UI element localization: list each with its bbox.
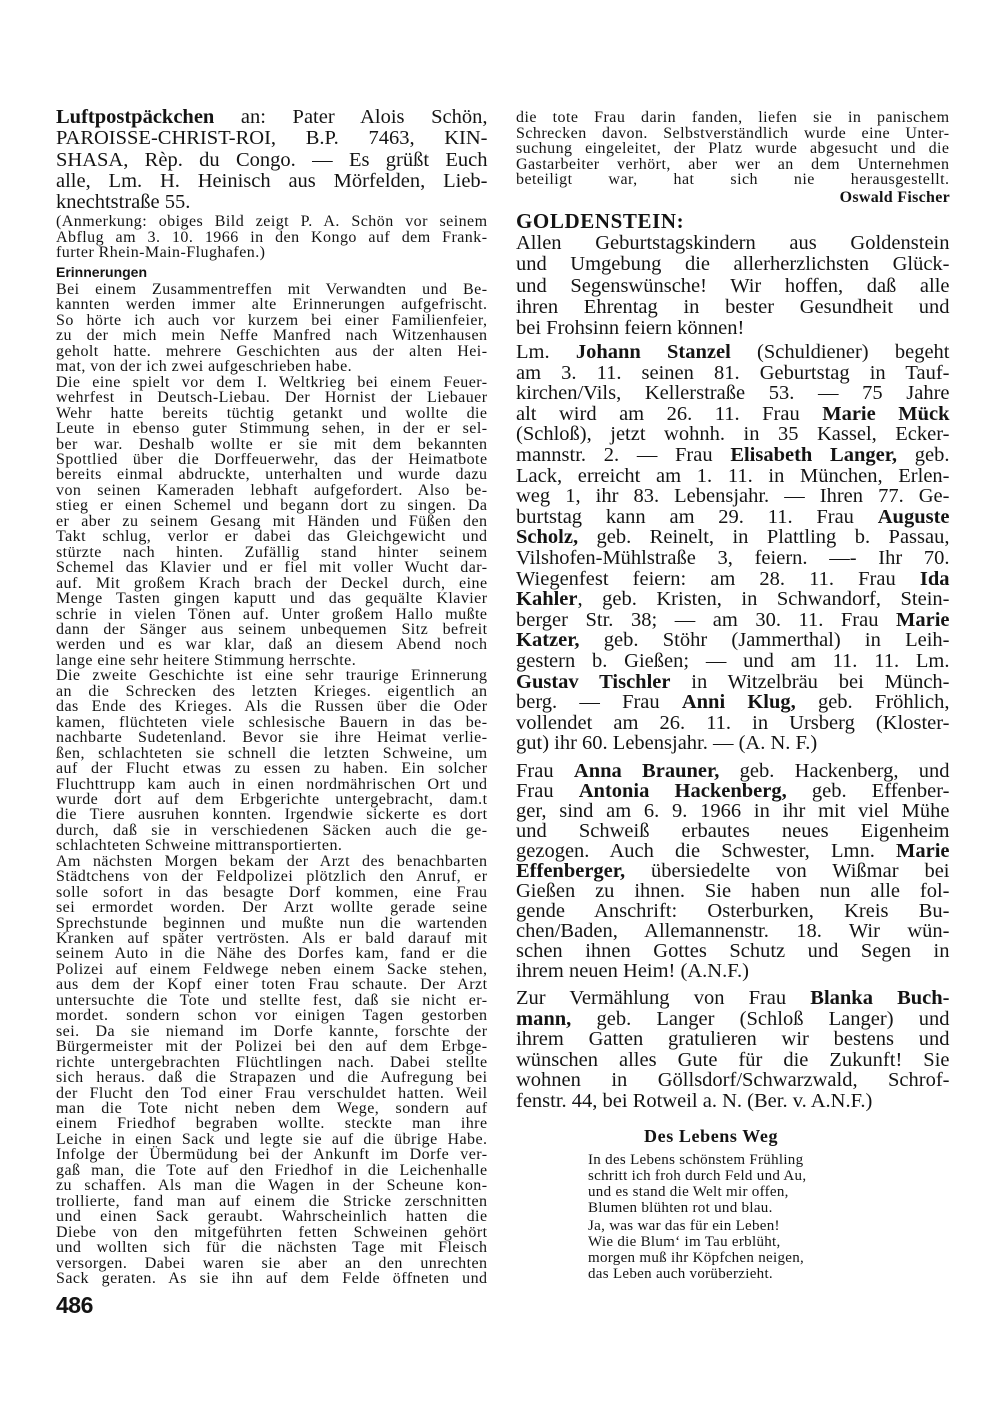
text-line — [516, 988, 950, 1009]
text-segment: chen/Baden, Allemannenstr. 18. Wir wün- — [516, 920, 950, 942]
text-line — [56, 946, 488, 961]
text-segment: (Anmerkung: obiges Bild zeigt P. A. Schön vor seinem — [56, 213, 488, 230]
text-line — [516, 733, 950, 754]
text-segment: geb. Hackenberg, und — [719, 760, 950, 782]
text-line — [56, 637, 488, 652]
text-segment: kannten werden immer alte Erinnerungen aufgefrischt. — [56, 296, 488, 314]
text-segment: burtstag kann am 29. 11. Frau — [516, 505, 878, 528]
text-line — [516, 297, 950, 318]
text-segment: aus dem der Kopf einer toten Frau schaute. Der Arzt — [56, 976, 488, 994]
text-segment: gestern b. Gießen; — und am 11. 11. Lm. — [516, 649, 950, 672]
bold-name: mann, — [516, 1007, 572, 1030]
text-line — [56, 452, 488, 467]
text-segment: suchung eingeleitet, der Platz wurde abgesucht und die — [516, 140, 950, 158]
text-line — [516, 1029, 950, 1050]
text-line — [56, 467, 488, 482]
text-segment: wünschen alles Gute für die Zukunft! Sie — [516, 1048, 950, 1071]
text-line — [56, 1070, 488, 1085]
bold-name: Anni Klug, — [681, 691, 796, 714]
text-segment: So hörte ich auch vor kurzem bei einer Familienfeier, — [56, 311, 488, 329]
text-line — [516, 761, 950, 781]
bold-name: Antonia Hackenberg, — [578, 780, 787, 802]
text-line — [516, 1070, 950, 1091]
text-segment: Infolge der Übermüdung bei der Ankunft im Dorfe ver- — [56, 1146, 488, 1164]
text-segment: berg. — Frau — [516, 691, 682, 714]
text-segment: mordet. sondern schon vor einigen Tagen gestorben — [56, 1007, 488, 1025]
text-line — [56, 1271, 488, 1286]
text-segment: vollendet am 26. 11. in Ursberg (Kloster- — [516, 711, 950, 734]
wedding-announcement — [516, 988, 950, 1112]
text-segment: sei. Da sie niemand im Dorfe kannte, forschte der — [56, 1022, 488, 1040]
text-segment: und Segenswünsche! Wir hoffen, daß alle — [516, 274, 950, 297]
text-line — [56, 529, 488, 544]
text-line — [56, 1256, 488, 1271]
bold-name: Gustav Tischler — [516, 670, 671, 693]
paragraph — [56, 854, 488, 1287]
text-segment: an: Pater Alois Schön, — [214, 106, 488, 128]
text-segment: geb. Stöhr (Jammerthal) in Leih- — [579, 629, 950, 652]
text-segment: er aber zu seinem Gesang mit Händen und Füßen den — [56, 512, 488, 530]
airmail-notice — [56, 107, 488, 213]
author-signature: Oswald Fischer — [839, 189, 950, 206]
text-segment: lange eine sehr heitere Stimmung herrschte. — [56, 651, 357, 669]
text-line — [56, 1024, 488, 1039]
text-segment: die Tiere ausruhen konnten. Irgendwie sickerte es dort — [56, 806, 488, 824]
text-segment: weg 1, ihr 83. Lebensjahr. — Ihren 77. Ge- — [516, 485, 950, 508]
text-line — [56, 1116, 488, 1131]
text-line — [56, 607, 488, 622]
text-line — [56, 282, 488, 297]
birthday-greeting — [516, 233, 950, 339]
bold-name: Marie Mück — [822, 402, 950, 425]
text-line — [56, 1163, 488, 1178]
text-segment: knechtstraße 55. — [56, 191, 191, 214]
text-segment: ihren Ehrentag in bester Gesundheit und — [516, 295, 950, 318]
text-segment: Leute in ebenso guter Stimmung sehen, in der er sel- — [56, 420, 488, 438]
text-line — [516, 318, 950, 339]
bold-name: Elisabeth Langer, — [730, 443, 898, 466]
bold-name: Effenberger, — [516, 860, 626, 882]
text-line — [56, 962, 488, 977]
text-segment: Am nächsten Morgen bekam der Arzt des benachbarten — [56, 852, 488, 870]
bold-name: Scholz, — [516, 526, 579, 549]
paragraph — [56, 282, 488, 375]
text-segment: trollierte, fand man auf einem die Stricke zerschnitten — [56, 1192, 488, 1210]
text-segment: auf der Flucht etwas zu essen zu haben. Ein solcher — [56, 760, 488, 778]
text-segment: Lm. — [516, 341, 576, 363]
text-segment: (Schuldiener) begeht — [730, 341, 950, 363]
text-line — [516, 821, 950, 841]
text-line — [56, 1008, 488, 1023]
text-line — [516, 445, 950, 466]
text-segment: mat, von der ich zwei aufgeschrieben habe. — [56, 358, 353, 376]
text-segment: schlachteten Schweine mittransportierten. — [56, 837, 343, 855]
text-line — [56, 344, 488, 359]
text-segment: (Schloß), jetzt wohnh. in 35 Kassel, Ecker- — [516, 423, 950, 446]
text-segment: alt wird am 26. 11. Frau — [516, 402, 823, 425]
article-body-erinnerungen — [56, 282, 488, 1286]
text-line — [516, 172, 950, 188]
bold-name: Johann Stanzel — [575, 341, 731, 363]
text-line — [516, 342, 950, 363]
text-line — [516, 861, 950, 881]
text-line — [56, 838, 488, 853]
text-line — [56, 977, 488, 992]
text-segment: Diebe von den mitgeführten fetten Schweinen gehört — [56, 1223, 488, 1241]
text-line — [56, 823, 488, 838]
text-line — [56, 328, 488, 343]
text-line — [56, 171, 488, 192]
text-segment: Vilshofen-Mühlstraße 3, feiern. —- Ihr 70. — [516, 546, 950, 569]
text-line — [56, 1086, 488, 1101]
text-line — [56, 684, 488, 699]
text-line — [56, 375, 488, 390]
text-segment: SHASA, Rèp. du Congo. — Es grüßt Euch — [56, 148, 488, 171]
text-line — [516, 110, 950, 126]
text-segment: übersiedelte von Wißmar bei — [625, 860, 950, 882]
text-segment: Menge Tasten gingen kaputt und das gequälte Klavier — [56, 590, 488, 608]
poem-line: schritt ich froh durch Feld und Au, — [588, 1168, 807, 1184]
poem-line: Wie die Blum‘ im Tau erblüht, — [588, 1234, 781, 1250]
text-segment: sei ermordet worden. Der Arzt wollte gerade seine — [56, 899, 488, 917]
paragraph — [56, 668, 488, 853]
text-line — [56, 931, 488, 946]
text-line — [56, 390, 488, 405]
text-line — [56, 150, 488, 171]
text-line — [56, 591, 488, 606]
text-line — [516, 901, 950, 921]
new-home-announcement — [516, 761, 950, 981]
text-segment: an die Schrecken des letzten Krieges. eigentlich an — [56, 682, 488, 700]
text-segment: wurde dort auf dem Erbgerichte untergebracht, dam.t — [56, 790, 488, 808]
text-segment: kirchen/Vils, Kellerstraße 53. — 75 Jahre — [516, 382, 950, 405]
text-segment: ihrem neuen Heim! (A.N.F.) — [516, 960, 749, 982]
text-line — [516, 1009, 950, 1030]
text-line — [56, 777, 488, 792]
text-line — [56, 297, 488, 312]
text-line — [516, 781, 950, 801]
text-segment: schen ihnen Gottes Schutz und Segen in — [516, 940, 950, 962]
text-segment: Frau — [516, 760, 574, 782]
text-segment: Sack geraten. As sie ihn auf dem Felde öffneten und — [56, 1270, 488, 1287]
bold-name: Marie — [896, 840, 950, 862]
text-line — [56, 1209, 488, 1224]
text-segment: sich heraus. daß die Strapazen und die Aufregung bei — [56, 1069, 488, 1087]
page-number: 486 — [56, 1292, 93, 1318]
text-line — [56, 214, 488, 230]
text-line — [56, 192, 488, 213]
paragraph — [56, 375, 488, 669]
text-line — [56, 730, 488, 745]
text-line — [56, 230, 488, 246]
text-segment: solle sofort in das besagte Dorf kommen, eine Frau — [56, 883, 488, 901]
bold-name: Ida — [919, 567, 950, 590]
text-line — [56, 1101, 488, 1116]
text-segment: stieg er einen Schemel und begann dort zu singen. Da — [56, 497, 488, 515]
poem-stanza-2 — [588, 1218, 804, 1282]
text-segment: Spottlied über die Dorffeuerwehr, das der Heimatbote — [56, 450, 488, 468]
text-segment: der Flucht den Tod einer Frau verschuldet hatten. Weil — [56, 1084, 488, 1102]
text-line — [56, 792, 488, 807]
text-line — [516, 801, 950, 821]
bold-name: Blanka Buch- — [810, 987, 950, 1009]
text-segment: PAROISSE-CHRIST-ROI, B.P. 7463, KIN- — [56, 127, 488, 150]
text-segment: dann der Sänger aus seinem unbequemen Sitz befreit — [56, 620, 488, 638]
text-line — [56, 560, 488, 575]
text-line — [56, 1178, 488, 1193]
text-line — [516, 713, 950, 734]
text-segment: einem Friedhof begraben wollte. steckte man ihre — [56, 1115, 488, 1133]
text-segment: werden und es war klar, daß an diesem Abend noch — [56, 636, 488, 654]
text-segment: beteiligt war, hat sich nie herausgestellt. — [516, 171, 950, 189]
text-segment: Bei einem Zusammentreffen mit Verwandten und Be- — [56, 281, 488, 298]
text-line — [516, 1091, 950, 1112]
text-line — [56, 1194, 488, 1209]
text-line — [56, 498, 488, 513]
text-segment: wehrfest in Deutsch-Liebau. Der Hornist der Liebauer — [56, 389, 488, 407]
text-line — [516, 363, 950, 384]
text-segment: Schrecken davon. Selbstverständlich wurde eine Unter- — [516, 124, 950, 142]
text-line — [56, 576, 488, 591]
bold-name: Anna Brauner, — [573, 760, 720, 782]
text-line — [56, 761, 488, 776]
text-segment: Leiche in einen Sack und legte sie auf die übrige Habe. — [56, 1130, 488, 1148]
text-segment: man die Tote nicht neben dem Wege, sondern auf — [56, 1100, 488, 1118]
text-segment: die tote Frau darin fanden, liefen sie in panischem — [516, 109, 950, 126]
bold-name: Kahler — [516, 588, 578, 611]
text-line — [516, 486, 950, 507]
text-line — [56, 437, 488, 452]
text-line — [56, 1039, 488, 1054]
text-line — [516, 1050, 950, 1071]
text-line — [516, 466, 950, 487]
text-line — [56, 900, 488, 915]
text-line — [516, 841, 950, 861]
text-segment: Bürgermeister mit der Polizei bei den auf dem Erbge- — [56, 1038, 488, 1056]
text-segment: am 3. 11. seinen 81. Geburtstag in Tauf- — [516, 361, 950, 384]
text-segment: und Umgebung die allerherzlichsten Glück- — [516, 253, 950, 276]
text-line — [56, 483, 488, 498]
text-segment: Schemel das Klavier und er fiel mit voller Wucht dar- — [56, 559, 488, 577]
text-segment: Wiegenfest feiern: am 28. 11. Frau — [516, 567, 920, 590]
text-segment: geb. Langer (Schloß Langer) und — [571, 1007, 950, 1030]
poem-line: Blumen blühten rot und blau. — [588, 1200, 773, 1216]
text-segment: zu der mich mein Neffe Manfred nach Witzenhausen — [56, 327, 488, 345]
text-segment: schrie in vielen Tönen auf. Unter großem Hallo mußte — [56, 605, 488, 623]
poem-line: das Leben auch vorüberzieht. — [588, 1266, 773, 1282]
bold-name: Luftpostpäckchen — [56, 106, 215, 128]
text-segment: ihrem Gatten gratulieren wir bestens und — [516, 1028, 950, 1051]
text-segment: Zur Vermählung von Frau — [516, 987, 811, 1009]
text-line — [516, 630, 950, 651]
text-segment: in Witzelbräu bei Münch- — [670, 670, 950, 693]
text-segment: und Schweiß erbautes neues Eigenheim — [516, 820, 950, 842]
poem-line: Ja, was war das für ein Leben! — [588, 1218, 780, 1234]
text-line — [56, 1240, 488, 1255]
text-segment: das Ende des Krieges. Als die Russen über die Oder — [56, 698, 488, 716]
text-segment: Wehr hatte bereits tüchtig getankt und wollte die — [56, 404, 488, 422]
text-line — [516, 157, 950, 173]
text-line — [56, 807, 488, 822]
text-segment: Sprechstunde beginnen und mußte nun die wartenden — [56, 914, 488, 932]
text-line — [56, 854, 488, 869]
text-segment: Gastarbeiter verhört, aber wer an dem Unternehmen — [516, 155, 950, 173]
text-segment: Die zweite Geschichte ist eine sehr traurige Erinnerung — [56, 667, 488, 685]
text-segment: richte untergebrachten Flüchtlingen nach. Dabei stellte — [56, 1053, 488, 1071]
text-segment: Kranken auf später vertrösten. Als er bald darauf mit — [56, 930, 488, 948]
text-segment: berger Str. 38; — am 30. 11. Frau — [516, 608, 896, 631]
bold-name: Marie — [896, 608, 950, 631]
text-line — [56, 622, 488, 637]
text-segment: zu schaffen. Als man die Wagen in der Scheune kon- — [56, 1177, 488, 1195]
text-segment: bei Frohsinn feiern können! — [516, 317, 745, 340]
text-segment: Gießen zu ihnen. Sie haben nun alle fol- — [516, 880, 950, 902]
poem-stanza-1 — [588, 1152, 806, 1216]
text-line — [56, 916, 488, 931]
text-segment: Takt schlug, verlor er dabei das Gleichgewicht und — [56, 528, 488, 546]
text-segment: furter Rhein-Main-Flughafen.) — [56, 244, 266, 261]
text-line — [56, 869, 488, 884]
text-segment: , geb. Kristen, in Schwandorf, Stein- — [577, 588, 950, 611]
text-line — [516, 941, 950, 961]
text-line — [516, 507, 950, 528]
text-segment: nachbarte Sudetenland. Bevor sie ihre Heimat verlie- — [56, 729, 488, 747]
bold-name: Katzer, — [516, 629, 580, 652]
text-segment: fenstr. 44, bei Rotweil a. N. (Ber. v. A.N.F.) — [516, 1089, 873, 1112]
text-line — [516, 921, 950, 941]
text-line — [56, 514, 488, 529]
poem-title: Des Lebens Weg — [644, 1126, 779, 1146]
poem-line: In des Lebens schönstem Frühling — [588, 1152, 804, 1168]
text-line — [516, 651, 950, 672]
text-segment: Fluchttrupp kam auch in einen nordmährischen Ort und — [56, 775, 488, 793]
article-continuation — [516, 110, 950, 188]
text-segment: geb. Reinelt, in Plattling b. Passau, — [578, 526, 950, 549]
text-segment: alle, Lm. H. Heinisch aus Mörfelden, Lieb- — [56, 169, 488, 192]
text-line — [56, 885, 488, 900]
text-line — [56, 746, 488, 761]
text-line — [56, 313, 488, 328]
text-line — [516, 610, 950, 631]
text-line — [516, 233, 950, 254]
text-line — [56, 715, 488, 730]
text-segment: untersuchte die Tote und stellte fest, daß sie nicht er- — [56, 991, 488, 1009]
birthday-announcements — [516, 342, 950, 754]
poem-line: morgen muß ihr Köpfchen neigen, — [588, 1250, 805, 1266]
text-segment: Polizei auf einem Feldwege neben einem Sacke stehen, — [56, 960, 488, 978]
text-line — [56, 128, 488, 149]
text-line — [516, 569, 950, 590]
text-line — [56, 1055, 488, 1070]
text-segment: auf. Mit großem Krach brach der Deckel durch, eine — [56, 574, 488, 592]
text-line — [56, 107, 488, 128]
text-segment: gende Anschrift: Osterburken, Kreis Bu- — [516, 900, 950, 922]
text-segment: kamen, flüchteten viele schlesische Bauern in das be- — [56, 713, 488, 731]
text-segment: geb. Effenber- — [786, 780, 950, 802]
text-line — [56, 545, 488, 560]
text-segment: bereits einmal abdruckte, unterhalten und wurde dazu — [56, 466, 488, 484]
text-line — [516, 141, 950, 157]
text-segment: und wollten sich für die nächsten Tage mit Fleisch — [56, 1239, 488, 1257]
text-segment: Frau — [516, 780, 579, 802]
text-line — [516, 672, 950, 693]
text-segment: ber war. Deshalb wollte er sie mit dem bekannten — [56, 435, 488, 453]
text-segment: Städtchens von der Feldpolizei plötzlich den Anruf, er — [56, 868, 488, 886]
text-line — [56, 993, 488, 1008]
text-segment: geb. Fröhlich, — [795, 691, 950, 714]
text-line — [56, 421, 488, 436]
text-line — [516, 424, 950, 445]
text-segment: gaß man, die Tote auf den Friedhof in die Leichenhalle — [56, 1161, 488, 1179]
article-heading-erinnerungen: Erinnerungen — [56, 264, 148, 280]
text-segment: seinem Auto in die Nähe des Dorfes kam, fand er die — [56, 945, 488, 963]
text-segment: durch, daß sie in verschiedenen Säcken auch die ge- — [56, 821, 488, 839]
text-segment: gut) ihr 60. Lebensjahr. — (A. N. F.) — [516, 732, 818, 755]
text-segment: mannstr. 2. — Frau — [516, 443, 731, 466]
text-segment: gezogen. Auch die Schwester, Lmn. — [516, 840, 896, 862]
text-line — [516, 404, 950, 425]
bold-name: Auguste — [877, 505, 950, 528]
text-line — [56, 406, 488, 421]
text-segment: versorgen. Dabei waren sie aber an den unrechten — [56, 1254, 488, 1272]
text-line — [56, 699, 488, 714]
text-line — [516, 383, 950, 404]
text-line — [56, 1225, 488, 1240]
text-line — [516, 589, 950, 610]
text-line — [56, 1147, 488, 1162]
text-line — [516, 881, 950, 901]
text-line — [516, 126, 950, 142]
text-line — [516, 548, 950, 569]
text-line — [56, 653, 488, 668]
poem-line: und es stand die Welt mir offen, — [588, 1184, 789, 1200]
text-segment: ßen, schlachteten sie schnell die letzten Schweine, um — [56, 744, 488, 762]
section-title-goldenstein: GOLDENSTEIN: — [516, 209, 685, 233]
text-line — [56, 245, 488, 261]
text-line — [516, 692, 950, 713]
text-segment: stürzte nach hinten. Zufällig stand hinter seinem — [56, 543, 488, 561]
text-segment: und einen Sack geraubt. Wahrscheinlich hatten die — [56, 1208, 488, 1226]
text-segment: geholt hatte. mehrere Geschichten aus der alten Hei- — [56, 342, 488, 360]
text-line — [516, 254, 950, 275]
text-line — [516, 961, 950, 981]
text-line — [516, 276, 950, 297]
text-segment: von seinen Kameraden lebhaft aufgefordert. Also be- — [56, 481, 488, 499]
text-line — [56, 668, 488, 683]
text-line — [516, 527, 950, 548]
text-segment: Abflug am 3. 10. 1966 in den Kongo auf dem Frank- — [56, 228, 488, 246]
text-segment: wohnen in Göllsdorf/Schwarzwald, Schrof- — [516, 1069, 950, 1092]
photo-annotation — [56, 214, 488, 261]
text-segment: ger, sind am 6. 9. 1966 in ihr mit viel Mühe — [516, 800, 950, 822]
text-segment: geb. — [897, 443, 950, 466]
text-segment: Allen Geburtstagskindern aus Goldenstein — [516, 232, 950, 254]
text-segment: Lack, erreicht am 1. 11. in München, Erlen- — [516, 464, 950, 487]
text-line — [56, 359, 488, 374]
text-segment: Die eine spielt vor dem I. Weltkrieg bei einem Feuer- — [56, 373, 488, 391]
